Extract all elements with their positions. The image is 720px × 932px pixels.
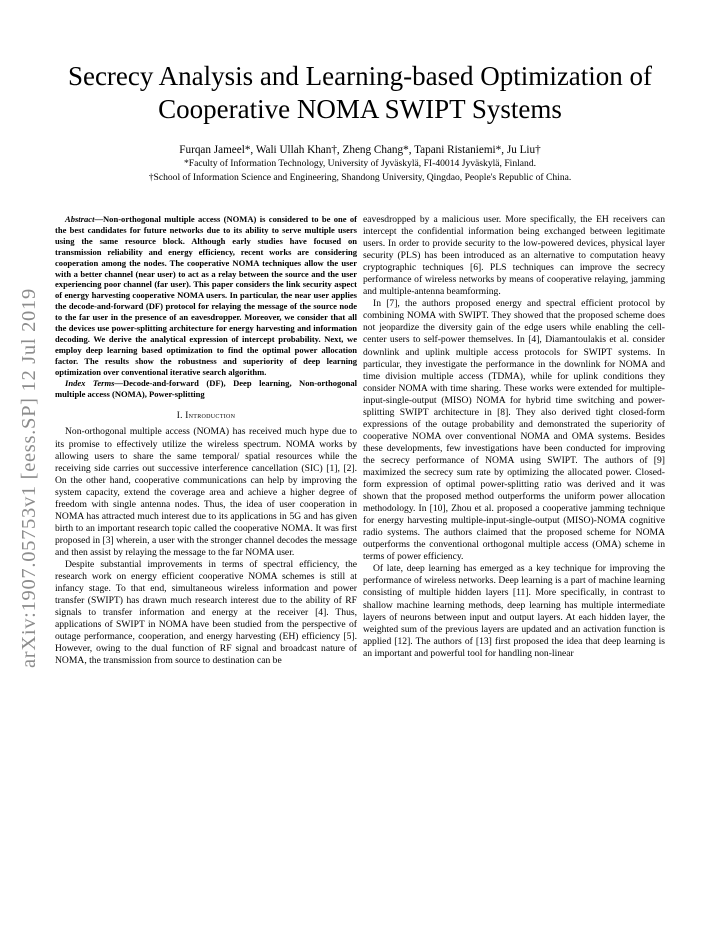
left-column (55, 214, 357, 667)
section-heading-introduction: I. Introduction (176, 410, 236, 421)
index-terms-text: —Decode-and-forward (DF), Deep learning, Non-orthogonal multiple access (NOMA), Power-splitting (55, 377, 357, 399)
right-column (363, 214, 665, 660)
abstract-label: Abstract (65, 214, 95, 224)
paragraph: Despite substantial improvements in terms of spectral efficiency, the research work on energy efficient cooperative NOMA schemes is still at infancy stage. To that end, simultaneous wireless information and power transfer (SWIPT) has drawn much research interest due to the ability of RF signals to transfer information and energy at the receiver [4]. Thus, applications of SWIPT in NOMA have been studied from the perspective of outage performance, cooperation, and energy harvesting (EH) efficiency [5]. However, owing to the dual function of RF signal and broadcast nature of NOMA, the transmission from source to destination can be (55, 558, 357, 667)
index-terms-label: Index Terms (65, 377, 115, 388)
paper-title: Secrecy Analysis and Learning-based Optimization of Cooperative NOMA SWIPT Systems (67, 61, 653, 124)
abstract-text: —Non-orthogonal multiple access (NOMA) is considered to be one of the best candidates for future networks due to its ability to serve multiple users using the same resource block. Although early studies have focused on transmission reliability and energy efficiency, recent works are considering cooperation among the nodes. The cooperative NOMA techniques allow the user with a better channel (near user) to act as a relay between the source and the user experiencing poor channel (far user). This paper considers the link security aspect of energy harvesting cooperative NOMA users. In particular, the near user applies the decode-and-forward (DF) protocol for relaying the message of the source node to the far user in the presence of an eavesdropper. Moreover, we consider that all the devices use power-splitting architecture for energy harvesting and information decoding. We derive the analytical expression of intercept probability. Next, we employ deep learning based optimization to find the optimal power allocation factor. The results show the robustness and superiority of deep learning optimization over conventional iterative search algorithm. (55, 214, 357, 377)
paragraph: In [7], the authors proposed energy and spectral efficient protocol by combining NOMA with SWIPT. They showed that the proposed scheme does not jeopardize the diversity gain of the edge users while enabling the cell-center users to self-power themselves. In [4], Diamantoulakis et al. consider downlink and uplink multiple access protocols for SWIPT systems. In particular, they investigate the performance in the downlink for NOMA and time division multiple access (TDMA), while for uplink conditions they consider NOMA with time sharing. These works were extended for multiple-input-single-output (MISO) NOMA for hybrid time switching and power-splitting SWIPT architecture in [8]. They also derived tight closed-form expressions of the outage probability and demonstrated the superiority of cooperative NOMA over conventional NOMA and OMA systems. Besides these developments, few investigations have been conducted for improving the secrecy performance of NOMA using SWIPT. The authors of [9] maximized the secrecy sum rate by optimizing the allocated power. Closed-form expression of optimal power-splitting ratio was derived and it was shown that the proposed method outperforms the uniform power allocation methodology. In [10], Zhou et al. proposed a cooperative jamming technique for energy harvesting multiple-input-single-output (MISO)-NOMA cognitive radio systems. The authors claimed that the proposed scheme for NOMA outperforms the conventional orthogonal multiple access (OMA) scheme in terms of power efficiency. (363, 298, 665, 563)
arxiv-sidebar-stamp: arXiv:1907.05753v1 [eess.SP] 12 Jul 2019 (18, 288, 40, 668)
abstract (55, 214, 357, 378)
paragraph: eavesdropped by a malicious user. More specifically, the EH receivers can intercept the confidential information being exchanged between legitimate users. In order to provide security to the low-powered devices, physical layer security (PLS) has been introduced as an alternative to computation heavy cryptographic techniques [6]. PLS techniques can improve the secrecy performance of wireless networks by means of cooperative relaying, jamming and multiple-antenna beamforming. (363, 214, 665, 298)
author-list: Furqan Jameel*, Wali Ullah Khan†, Zheng Chang*, Tapani Ristaniemi*, Ju Liu† (179, 144, 541, 156)
affiliation-1: *Faculty of Information Technology, University of Jyväskylä, FI-40014 Jyväskylä, Finland. (183, 158, 537, 169)
index-terms (55, 378, 357, 400)
affiliation-2: †School of Information Science and Engineering, Shandong University, Qingdao, People's Republic of China. (148, 172, 572, 183)
paragraph: Non-orthogonal multiple access (NOMA) has received much hype due to its promise to effectively utilize the wireless spectrum. NOMA works by allowing users to share the same temporal/ spatial resources while the receiving side carries out successive interference cancellation (SIC) [1], [2]. On the other hand, cooperative communications can help by improving the system capacity, extend the coverage area and achieve a higher degree of freedom with single antenna nodes. Thus, the idea of user cooperation in NOMA has attracted much interest due to its applications in 5G and has given birth to an important research topic called the cooperative NOMA. It was first proposed in [3] wherein, a user with the stronger channel decodes the message and then assist by relaying the message to the far NOMA user. (55, 426, 357, 558)
paragraph: Of late, deep learning has emerged as a key technique for improving the performance of wireless networks. Deep learning is a part of machine learning consisting of multiple hidden layers [11]. More specifically, in contrast to shallow machine learning methods, deep learning has multiple intermediate layers of neurons between input and output layers. At each hidden layer, the weighted sum of the previous layers are updated and an activation function is applied [12]. The authors of [13] first proposed the idea that deep learning is an important and powerful tool for handling non-linear (363, 563, 665, 659)
